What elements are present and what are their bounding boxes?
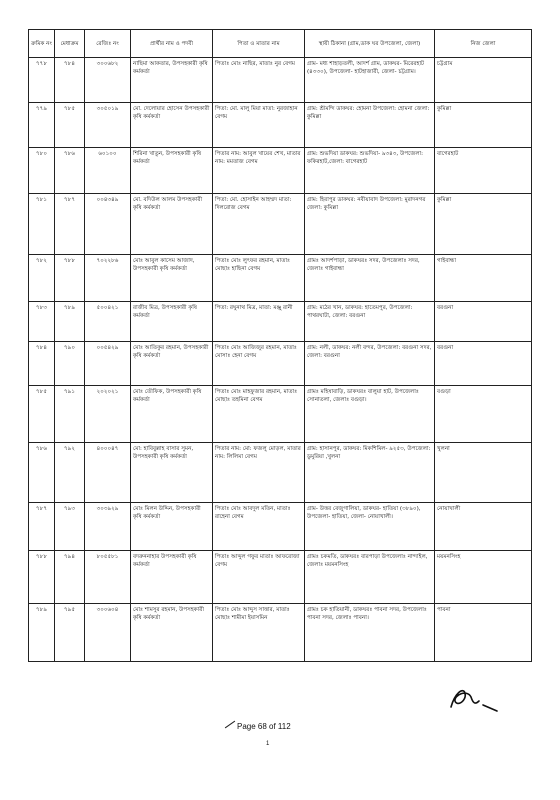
reg-cell: ৩০৫০১৯ <box>85 103 131 148</box>
name-cell: শিরিনা খাতুন, উপসহকারী কৃষি কর্মকর্তা <box>131 148 213 194</box>
name-cell: মোঃ মিলন উদ্দিন, উপসহকারী কৃষি কর্মকর্তা <box>131 503 213 551</box>
parents-cell: পিতা: মো. হোসাইন আহম্মদ মাতা: দিলরোজ বেগম <box>213 194 305 255</box>
name-cell: মো: হাবিবুল্লাহ বাসার সুমন, উপসহকারী কৃষি কর্মকর্তা <box>131 443 213 503</box>
name-cell: মোঃ শামসুর রহমান, উপসহকারী কৃষি কর্মকর্তা <box>131 604 213 662</box>
district-cell: বাগেরহাট <box>435 148 532 194</box>
address-cell: গ্রামঃ আদর্শপাড়া, ডাকঘরঃ সদর, উপজেলাঃ সদর, জেলাঃ গাইবান্ধা <box>305 255 435 302</box>
reg-cell: ৩০০৬৮২ <box>85 58 131 103</box>
serial-cell: ৭৮৪ <box>29 342 55 386</box>
serial-cell: ৭৮৩ <box>29 302 55 342</box>
reg-cell: ৪০০০৪৭ <box>85 443 131 503</box>
district-cell: কুমিল্লা <box>435 194 532 255</box>
page-sub-mark: 1 <box>266 741 270 747</box>
serial-cell: ৭৮৭ <box>29 503 55 551</box>
header-parents: পিতা ও মাতার নাম <box>213 30 305 58</box>
parents-cell: পিতাঃ মোঃ আব্দুস সাত্তার, মাতাঃ মোছাঃ শামীমা ইয়াসমিন <box>213 604 305 662</box>
merit-cell: ৭৯৩ <box>55 503 85 551</box>
table-row <box>29 503 532 551</box>
parents-cell: পিতার নাম: আবুল খায়ের শেখ, মাতার নাম: মমতাজ বেগম <box>213 148 305 194</box>
serial-cell: ৭৭৯ <box>29 103 55 148</box>
serial-cell: ৭৮৬ <box>29 443 55 503</box>
merit-cell: ৭৯১ <box>55 386 85 443</box>
serial-cell: ৭৭৮ <box>29 58 55 103</box>
table-row <box>29 103 532 148</box>
merit-cell: ৭৯২ <box>55 443 85 503</box>
signature-mark <box>445 683 499 713</box>
merit-cell: ৭৮৭ <box>55 194 85 255</box>
parents-cell: পিতা: রঘুনাথ মিত্র, মাতা: মঞ্জু রানী <box>213 302 305 342</box>
reg-cell: ৫০০৪২১ <box>85 302 131 342</box>
table-row <box>29 443 532 503</box>
table-row <box>29 255 532 302</box>
address-cell: গ্রামঃ চক হাতিয়ানী, ডাকঘরঃ পাবনা সদর, উপজেলাঃ পাবনা সদর, জেলাঃ পাবনা। <box>305 604 435 662</box>
reg-cell: ৩০৩৯২৯ <box>85 503 131 551</box>
reg-cell: ০০৫৪২৯ <box>85 342 131 386</box>
reg-cell: ৭০২২৮৬ <box>85 255 131 302</box>
district-cell: পাবনা <box>435 604 532 662</box>
merit-cell: ৭৮৮ <box>55 255 85 302</box>
address-cell: গ্রামঃ মহিষাবাড়ি, ডাকঘরঃ বালুয়া হাট, উপজেলাঃ সোনাতলা, জেলাঃ বগুড়া। <box>305 386 435 443</box>
merit-cell: ৭৮৫ <box>55 103 85 148</box>
reg-cell: ২০২০২১ <box>85 386 131 443</box>
candidate-table <box>28 29 532 662</box>
reg-cell: ৩০০৬০৪ <box>85 604 131 662</box>
reg-cell: ০০৪৩৪৯ <box>85 194 131 255</box>
parents-cell: পিতাঃ মোঃ আজিজুর রহমান, মাতাঃ মোসাঃ হেনা বেগম <box>213 342 305 386</box>
parents-cell: পিতাঃ আব্দুল গফুর মাতাঃ আফরোজা বেগম <box>213 551 305 604</box>
table-row <box>29 551 532 604</box>
merit-cell: ৭৮৪ <box>55 58 85 103</box>
table-row <box>29 148 532 194</box>
table-row <box>29 194 532 255</box>
header-address: স্থায়ী ঠিকানা (গ্রাম,ডাক ঘর উপজেলা, জেলা) <box>305 30 435 58</box>
header-name: প্রার্থীর নাম ও পদবী <box>131 30 213 58</box>
address-cell: গ্রামঃ চকমতি, ডাকঘরঃ বারপাড়া উপজেলাঃ নান্দাইল, জেলাঃ ময়মনসিংহ <box>305 551 435 604</box>
name-cell: মোঃ আতিকুর রহমান, উপসহকারী কৃষি কর্মকর্তা <box>131 342 213 386</box>
merit-cell: ৭৮৬ <box>55 148 85 194</box>
district-cell: বরগুনা <box>435 302 532 342</box>
reg-cell: ৬০১০০ <box>85 148 131 194</box>
parents-cell: পিতাঃ মোঃ মাহফুজার রহমান, মাতাঃ মোছাঃ তহমিনা বেগম <box>213 386 305 443</box>
serial-cell: ৭৮১ <box>29 194 55 255</box>
header-district: নিজ জেলা <box>435 30 532 58</box>
address-cell: গ্রাম: শ্রীমন্দি ডাকঘর: হোমনা উপজেলা: হোমনা জেলা: কুমিল্লা <box>305 103 435 148</box>
district-cell: ময়মনসিংহ <box>435 551 532 604</box>
parents-cell: পিতাঃ মোঃ লুৎফর রহমান, মাতাঃ মোছাঃ হাছিনা বেগম <box>213 255 305 302</box>
district-cell: নোয়াখালী <box>435 503 532 551</box>
serial-cell: ৭৮৮ <box>29 551 55 604</box>
header-reg: রেজিঃ নং <box>85 30 131 58</box>
header-serial: ক্রমিক নং <box>29 30 55 58</box>
address-cell: গ্রাম: হাসানপুর, ডাকঘর: মিকশিমিল- ৯২৫৩, উপজেলা: ডুমুরিয়া ,খুলনা <box>305 443 435 503</box>
table-row <box>29 342 532 386</box>
district-cell: বগুড়া <box>435 386 532 443</box>
merit-cell: ৭৯৫ <box>55 604 85 662</box>
address-cell: গ্রাম: শুভদিয়া ডাকঘর: শুভদিয়া- ৯৩৪৩, উপজেলা: ফকিরহাট,জেলা: বাগেরহাট <box>305 148 435 194</box>
parents-cell: পিতাঃ মোঃ আবদুল মতিন, মাতাঃ রাহেনা বেগম <box>213 503 305 551</box>
district-cell: বরগুনা <box>435 342 532 386</box>
serial-cell: ৭৮৫ <box>29 386 55 443</box>
address-cell: গ্রাম- মধ্য শাহাড়তলী, আদর্শ গ্রাম, ডাকঘর- মিরেরহাট (৪৩৩০), উপজেলা- হাটহাজারী, জেলা- চট্টগ্রাম। <box>305 58 435 103</box>
table-row <box>29 386 532 443</box>
merit-cell: ৭৯৪ <box>55 551 85 604</box>
reg-cell: ৮০৫৫৮১ <box>85 551 131 604</box>
name-cell: মো. দেলোয়ার হোসেন উপসহকারী কৃষি কর্মকর্তা <box>131 103 213 148</box>
name-cell: মোঃ তৌফিক, উপসহকারী কৃষি কর্মকর্তা <box>131 386 213 443</box>
parents-cell: পিতার নাম: মো: ফজলু মোড়ল, মাতার নাম: লিলিমা বেগম <box>213 443 305 503</box>
name-cell: রাজীব মিত্র, উপসহকারী কৃষি কর্মকর্তা <box>131 302 213 342</box>
serial-cell: ৭৮০ <box>29 148 55 194</box>
address-cell: গ্রাম: মঠের খান, ডাকঘর: হাতেমপুর, উপজেলা: পাথরঘাটা, জেলা: বরগুনা <box>305 302 435 342</box>
name-cell: মো. বদিউল আলম উপসহকারী কৃষি কর্মকর্তা <box>131 194 213 255</box>
serial-cell: ৭৮৯ <box>29 604 55 662</box>
district-cell: খুলনা <box>435 443 532 503</box>
name-cell: নাছিমা আকতার, উপসহকারী কৃষি কর্মকর্তা <box>131 58 213 103</box>
table-row <box>29 58 532 103</box>
merit-cell: ৭৯০ <box>55 342 85 386</box>
address-cell: গ্রাম- উত্তর বেজুগালিয়া, ডাকঘর- হাতিয়া (৩৮৯০), উপজেলা- হাতিয়া, জেলা- নোয়াখালী। <box>305 503 435 551</box>
parents-cell: পিতা: মো. মালু মিয়া মাতা: নুরজাহান বেগম <box>213 103 305 148</box>
table-header-row <box>29 30 532 58</box>
header-merit: মেধাক্রম <box>55 30 85 58</box>
pen-mark <box>225 721 235 729</box>
district-cell: কুমিল্লা <box>435 103 532 148</box>
table-row <box>29 604 532 662</box>
district-cell: চট্টগ্রাম <box>435 58 532 103</box>
page-number: Page 68 of 112 <box>237 722 291 731</box>
address-cell: গ্রাম: হিরাপুর ডাকঘর: নবীয়াবাদ উপজেলা: মুরাদনগর জেলা: কুমিল্লা <box>305 194 435 255</box>
merit-cell: ৭৮৯ <box>55 302 85 342</box>
name-cell: বদরুননাহার উপসহকারী কৃষি কর্মকর্তা <box>131 551 213 604</box>
address-cell: গ্রাম: নলী, ডাকঘর: নলী বন্দর, উপজেলা: বরগুনা সদর, জেলা: বরগুনা <box>305 342 435 386</box>
district-cell: গাইবান্ধা <box>435 255 532 302</box>
name-cell: মোঃ আবুল কাসেম আজাদ, উপসহকারী কৃষি কর্মকর্তা <box>131 255 213 302</box>
serial-cell: ৭৮২ <box>29 255 55 302</box>
parents-cell: পিতাঃ মোঃ নাছির, মাতাঃ নুর বেগম <box>213 58 305 103</box>
table-row <box>29 302 532 342</box>
